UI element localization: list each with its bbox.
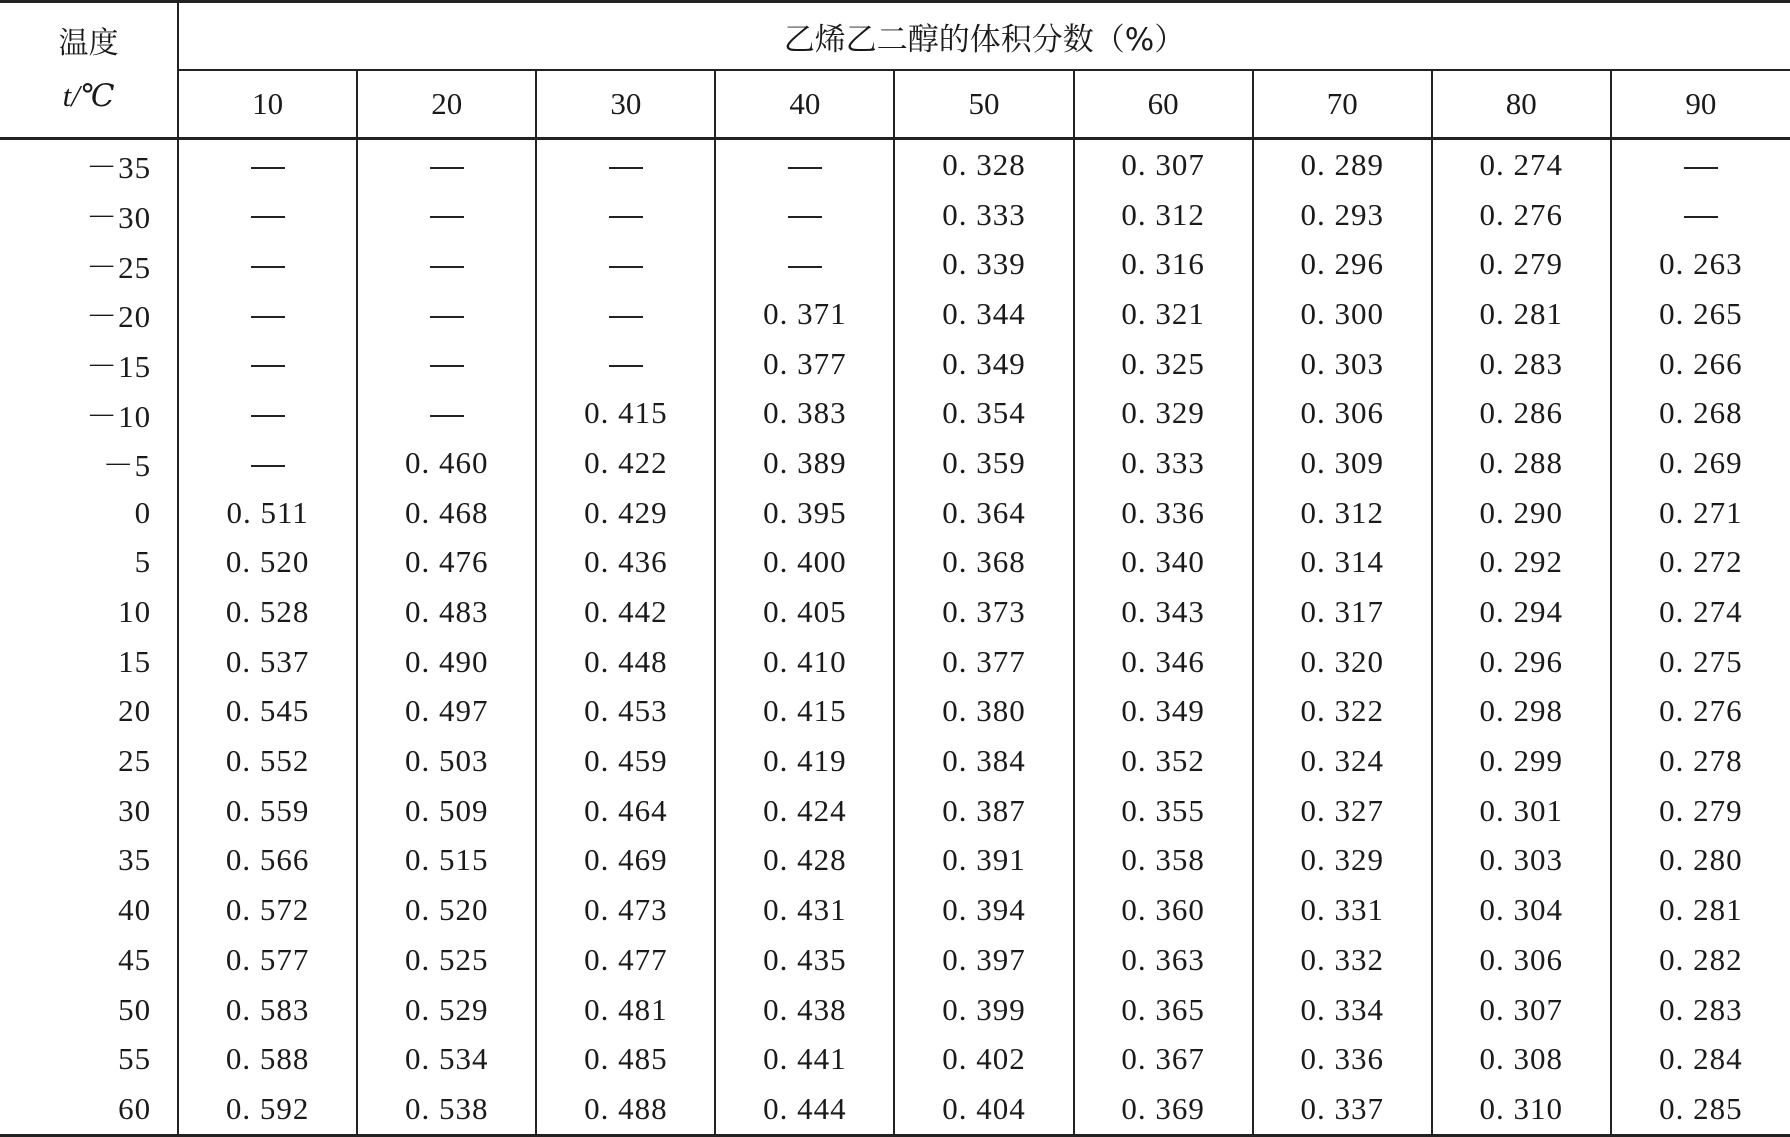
temperature-cell: 20 (118, 693, 152, 729)
table-row (0, 985, 1790, 1035)
value-cell: 0. 473 (536, 885, 715, 935)
value-cell: 0. 453 (536, 687, 715, 737)
value-cell: 0. 422 (536, 438, 715, 488)
value-cell (1611, 190, 1790, 240)
value-cell: 0. 306 (1253, 388, 1432, 438)
temperature-unit-label: t/℃ (62, 78, 115, 113)
value-cell: 0. 294 (1432, 587, 1611, 637)
value-cell: 0. 520 (178, 538, 357, 588)
value-cell: 0. 276 (1611, 687, 1790, 737)
value-cell: 0. 520 (357, 885, 536, 935)
value-cell (536, 339, 715, 389)
value-cell: 0. 415 (715, 687, 894, 737)
temperature-cell: 60 (0, 1084, 178, 1135)
column-header-20: 20 (357, 70, 536, 139)
value-cell: 0. 566 (178, 836, 357, 886)
value-cell: 0. 367 (1074, 1034, 1253, 1084)
value-cell: 0. 358 (1074, 836, 1253, 886)
value-cell (715, 239, 894, 289)
value-cell: 0. 503 (357, 736, 536, 786)
value-cell (357, 339, 536, 389)
empty-dash (430, 415, 464, 417)
table-row (0, 438, 1790, 488)
empty-dash (430, 216, 464, 218)
value-cell (178, 289, 357, 339)
value-cell: 0. 279 (1611, 786, 1790, 836)
value-cell (178, 388, 357, 438)
column-header-10: 10 (178, 70, 357, 139)
table-row (0, 885, 1790, 935)
value-cell: 0. 274 (1432, 139, 1611, 190)
value-cell: 0. 389 (715, 438, 894, 488)
value-cell: 0. 306 (1432, 935, 1611, 985)
temperature-cell: －30 (86, 200, 152, 236)
value-cell: 0. 269 (1611, 438, 1790, 488)
temperature-cell: 45 (118, 941, 152, 977)
temperature-cell: 30 (118, 792, 152, 828)
value-cell: 0. 477 (536, 935, 715, 985)
value-cell (357, 190, 536, 240)
empty-dash (609, 316, 643, 318)
value-cell (357, 388, 536, 438)
value-cell: 0. 298 (1432, 687, 1611, 737)
value-cell: 0. 515 (357, 836, 536, 886)
value-cell: 0. 333 (1074, 438, 1253, 488)
value-cell: 0. 481 (536, 985, 715, 1035)
value-cell: 0. 509 (357, 786, 536, 836)
table-row (0, 289, 1790, 339)
value-cell: 0. 278 (1611, 736, 1790, 786)
value-cell: 0. 281 (1432, 289, 1611, 339)
temperature-cell: －5 (102, 448, 152, 484)
value-cell: 0. 268 (1611, 388, 1790, 438)
value-cell: 0. 402 (894, 1034, 1073, 1084)
value-cell: 0. 329 (1253, 836, 1432, 886)
value-cell (715, 139, 894, 190)
value-cell (536, 289, 715, 339)
value-cell (1611, 139, 1790, 190)
value-cell (357, 139, 536, 190)
temperature-cell: 5 (134, 544, 152, 580)
value-cell: 0. 293 (1253, 190, 1432, 240)
table-row (0, 239, 1790, 289)
value-cell: 0. 309 (1253, 438, 1432, 488)
column-header-80: 80 (1432, 70, 1611, 139)
table-header (0, 2, 1790, 139)
value-cell: 0. 307 (1074, 139, 1253, 190)
value-cell: 0. 424 (715, 786, 894, 836)
value-cell: 0. 343 (1074, 587, 1253, 637)
value-cell: 0. 488 (536, 1084, 715, 1135)
value-cell: 0. 429 (536, 488, 715, 538)
value-cell: 0. 419 (715, 736, 894, 786)
value-cell: 0. 300 (1253, 289, 1432, 339)
value-cell: 0. 365 (1074, 985, 1253, 1035)
value-cell: 0. 592 (178, 1084, 357, 1135)
value-cell: 0. 387 (894, 786, 1073, 836)
value-cell: 0. 308 (1432, 1034, 1611, 1084)
value-cell: 0. 292 (1432, 538, 1611, 588)
value-cell: 0. 410 (715, 637, 894, 687)
value-cell: 0. 371 (715, 289, 894, 339)
empty-dash (609, 167, 643, 169)
value-cell: 0. 485 (536, 1034, 715, 1084)
empty-dash (430, 316, 464, 318)
column-header-40: 40 (715, 70, 894, 139)
value-cell: 0. 346 (1074, 637, 1253, 687)
value-cell: 0. 263 (1611, 239, 1790, 289)
value-cell: 0. 442 (536, 587, 715, 637)
value-cell: 0. 272 (1611, 538, 1790, 588)
value-cell: 0. 328 (894, 139, 1073, 190)
value-cell: 0. 285 (1611, 1084, 1790, 1135)
table-row (0, 687, 1790, 737)
value-cell: 0. 325 (1074, 339, 1253, 389)
table-row (0, 538, 1790, 588)
value-cell: 0. 529 (357, 985, 536, 1035)
value-cell: 0. 280 (1611, 836, 1790, 886)
value-cell: 0. 377 (715, 339, 894, 389)
value-cell: 0. 349 (894, 339, 1073, 389)
value-cell: 0. 301 (1432, 786, 1611, 836)
value-cell: 0. 380 (894, 687, 1073, 737)
value-cell: 0. 265 (1611, 289, 1790, 339)
value-cell: 0. 296 (1253, 239, 1432, 289)
table-row (0, 1034, 1790, 1084)
empty-dash (609, 266, 643, 268)
empty-dash (609, 365, 643, 367)
value-cell: 0. 469 (536, 836, 715, 886)
value-cell (178, 339, 357, 389)
temperature-cell: －20 (86, 299, 152, 335)
value-cell: 0. 283 (1611, 985, 1790, 1035)
value-cell: 0. 352 (1074, 736, 1253, 786)
column-header-70: 70 (1253, 70, 1432, 139)
value-cell: 0. 394 (894, 885, 1073, 935)
temperature-cell: 55 (118, 1041, 152, 1077)
value-cell: 0. 525 (357, 935, 536, 985)
value-cell: 0. 528 (178, 587, 357, 637)
value-cell: 0. 317 (1253, 587, 1432, 637)
value-cell (178, 139, 357, 190)
empty-dash (609, 216, 643, 218)
value-cell: 0. 468 (357, 488, 536, 538)
value-cell: 0. 428 (715, 836, 894, 886)
value-cell: 0. 337 (1253, 1084, 1432, 1135)
value-cell: 0. 448 (536, 637, 715, 687)
table-row (0, 637, 1790, 687)
value-cell: 0. 369 (1074, 1084, 1253, 1135)
value-cell: 0. 312 (1253, 488, 1432, 538)
value-cell: 0. 316 (1074, 239, 1253, 289)
value-cell: 0. 307 (1432, 985, 1611, 1035)
value-cell: 0. 279 (1432, 239, 1611, 289)
value-cell: 0. 355 (1074, 786, 1253, 836)
value-cell: 0. 483 (357, 587, 536, 637)
value-cell (178, 438, 357, 488)
value-cell: 0. 545 (178, 687, 357, 737)
value-cell: 0. 490 (357, 637, 536, 687)
value-cell: 0. 329 (1074, 388, 1253, 438)
value-cell: 0. 332 (1253, 935, 1432, 985)
value-cell (536, 139, 715, 190)
value-cell: 0. 360 (1074, 885, 1253, 935)
empty-dash (251, 365, 285, 367)
value-cell: 0. 321 (1074, 289, 1253, 339)
value-cell: 0. 322 (1253, 687, 1432, 737)
temperature-cell: －35 (86, 150, 152, 186)
value-cell: 0. 344 (894, 289, 1073, 339)
temperature-cell: －25 (86, 249, 152, 285)
value-cell: 0. 288 (1432, 438, 1611, 488)
value-cell (536, 190, 715, 240)
table-row (0, 139, 1790, 190)
value-cell: 0. 400 (715, 538, 894, 588)
temperature-cell: －10 (86, 398, 152, 434)
table-row (0, 488, 1790, 538)
empty-dash (251, 266, 285, 268)
value-cell (178, 239, 357, 289)
value-cell: 0. 438 (715, 985, 894, 1035)
empty-dash (788, 266, 822, 268)
value-cell: 0. 336 (1253, 1034, 1432, 1084)
empty-dash (251, 465, 285, 467)
table-row (0, 935, 1790, 985)
value-cell (357, 239, 536, 289)
value-cell: 0. 577 (178, 935, 357, 985)
value-cell: 0. 464 (536, 786, 715, 836)
value-cell: 0. 476 (357, 538, 536, 588)
value-cell: 0. 441 (715, 1034, 894, 1084)
value-cell: 0. 364 (894, 488, 1073, 538)
empty-dash (251, 216, 285, 218)
value-cell: 0. 435 (715, 935, 894, 985)
value-cell: 0. 339 (894, 239, 1073, 289)
empty-dash (430, 365, 464, 367)
value-cell: 0. 363 (1074, 935, 1253, 985)
temperature-cell: －15 (86, 349, 152, 385)
table-row (0, 587, 1790, 637)
value-cell: 0. 276 (1432, 190, 1611, 240)
value-cell: 0. 511 (178, 488, 357, 538)
value-cell: 0. 359 (894, 438, 1073, 488)
table-row (0, 736, 1790, 786)
empty-dash (1684, 216, 1718, 218)
value-cell (536, 239, 715, 289)
value-cell: 0. 333 (894, 190, 1073, 240)
value-cell: 0. 299 (1432, 736, 1611, 786)
value-cell: 0. 537 (178, 637, 357, 687)
value-cell: 0. 327 (1253, 786, 1432, 836)
value-cell: 0. 552 (178, 736, 357, 786)
value-cell: 0. 334 (1253, 985, 1432, 1035)
value-cell: 0. 415 (536, 388, 715, 438)
value-cell: 0. 444 (715, 1084, 894, 1135)
table-row (0, 339, 1790, 389)
value-cell: 0. 274 (1611, 587, 1790, 637)
empty-dash (788, 216, 822, 218)
value-cell: 0. 303 (1253, 339, 1432, 389)
temperature-label: 温度 (58, 26, 119, 61)
value-cell: 0. 282 (1611, 935, 1790, 985)
value-cell: 0. 377 (894, 637, 1073, 687)
value-cell: 0. 331 (1253, 885, 1432, 935)
value-cell: 0. 497 (357, 687, 536, 737)
value-cell: 0. 336 (1074, 488, 1253, 538)
value-cell: 0. 383 (715, 388, 894, 438)
value-cell: 0. 391 (894, 836, 1073, 886)
column-header-60: 60 (1074, 70, 1253, 139)
table-row (0, 1084, 1790, 1135)
value-cell: 0. 583 (178, 985, 357, 1035)
value-cell: 0. 284 (1611, 1034, 1790, 1084)
value-cell: 0. 324 (1253, 736, 1432, 786)
value-cell: 0. 373 (894, 587, 1073, 637)
value-cell: 0. 312 (1074, 190, 1253, 240)
value-cell: 0. 354 (894, 388, 1073, 438)
value-cell: 0. 588 (178, 1034, 357, 1084)
value-cell: 0. 559 (178, 786, 357, 836)
value-cell: 0. 289 (1253, 139, 1432, 190)
empty-dash (430, 167, 464, 169)
table-row (0, 190, 1790, 240)
empty-dash (251, 316, 285, 318)
temperature-cell: 10 (118, 594, 152, 630)
value-cell: 0. 340 (1074, 538, 1253, 588)
temperature-cell: 0 (134, 494, 152, 530)
value-cell: 0. 399 (894, 985, 1073, 1035)
empty-dash (251, 415, 285, 417)
table-row (0, 786, 1790, 836)
temperature-header-cell (0, 2, 178, 139)
table-row (0, 388, 1790, 438)
value-cell: 0. 310 (1432, 1084, 1611, 1135)
value-cell (178, 190, 357, 240)
value-cell: 0. 303 (1432, 836, 1611, 886)
temperature-cell: 50 (118, 991, 152, 1027)
value-cell (357, 289, 536, 339)
empty-dash (788, 167, 822, 169)
column-header-30: 30 (536, 70, 715, 139)
value-cell: 0. 405 (715, 587, 894, 637)
column-header-90: 90 (1611, 70, 1790, 139)
value-cell: 0. 349 (1074, 687, 1253, 737)
value-cell: 0. 296 (1432, 637, 1611, 687)
value-cell: 0. 286 (1432, 388, 1611, 438)
volume-fraction-header: 乙烯乙二醇的体积分数（%） (178, 2, 1790, 71)
table-row (0, 836, 1790, 886)
column-header-50: 50 (894, 70, 1073, 139)
value-cell: 0. 275 (1611, 637, 1790, 687)
value-cell: 0. 320 (1253, 637, 1432, 687)
table-body (0, 139, 1790, 1136)
value-cell: 0. 283 (1432, 339, 1611, 389)
value-cell: 0. 304 (1432, 885, 1611, 935)
value-cell: 0. 368 (894, 538, 1073, 588)
value-cell: 0. 404 (894, 1084, 1073, 1135)
header-row-group (0, 2, 1790, 71)
value-cell: 0. 290 (1432, 488, 1611, 538)
temperature-cell: 25 (118, 743, 152, 779)
value-cell: 0. 436 (536, 538, 715, 588)
value-cell: 0. 395 (715, 488, 894, 538)
value-cell: 0. 314 (1253, 538, 1432, 588)
value-cell (715, 190, 894, 240)
value-cell: 0. 266 (1611, 339, 1790, 389)
value-cell: 0. 534 (357, 1034, 536, 1084)
temperature-cell: 15 (118, 643, 152, 679)
value-cell: 0. 384 (894, 736, 1073, 786)
temperature-cell: 35 (118, 842, 152, 878)
empty-dash (251, 167, 285, 169)
value-cell: 0. 572 (178, 885, 357, 935)
value-cell: 0. 459 (536, 736, 715, 786)
empty-dash (1684, 167, 1718, 169)
column-header-row (0, 70, 1790, 139)
value-cell: 0. 460 (357, 438, 536, 488)
value-cell: 0. 538 (357, 1084, 536, 1135)
value-cell: 0. 431 (715, 885, 894, 935)
empty-dash (430, 266, 464, 268)
value-cell: 0. 271 (1611, 488, 1790, 538)
temperature-cell: 40 (118, 892, 152, 928)
value-cell: 0. 281 (1611, 885, 1790, 935)
value-cell: 0. 397 (894, 935, 1073, 985)
